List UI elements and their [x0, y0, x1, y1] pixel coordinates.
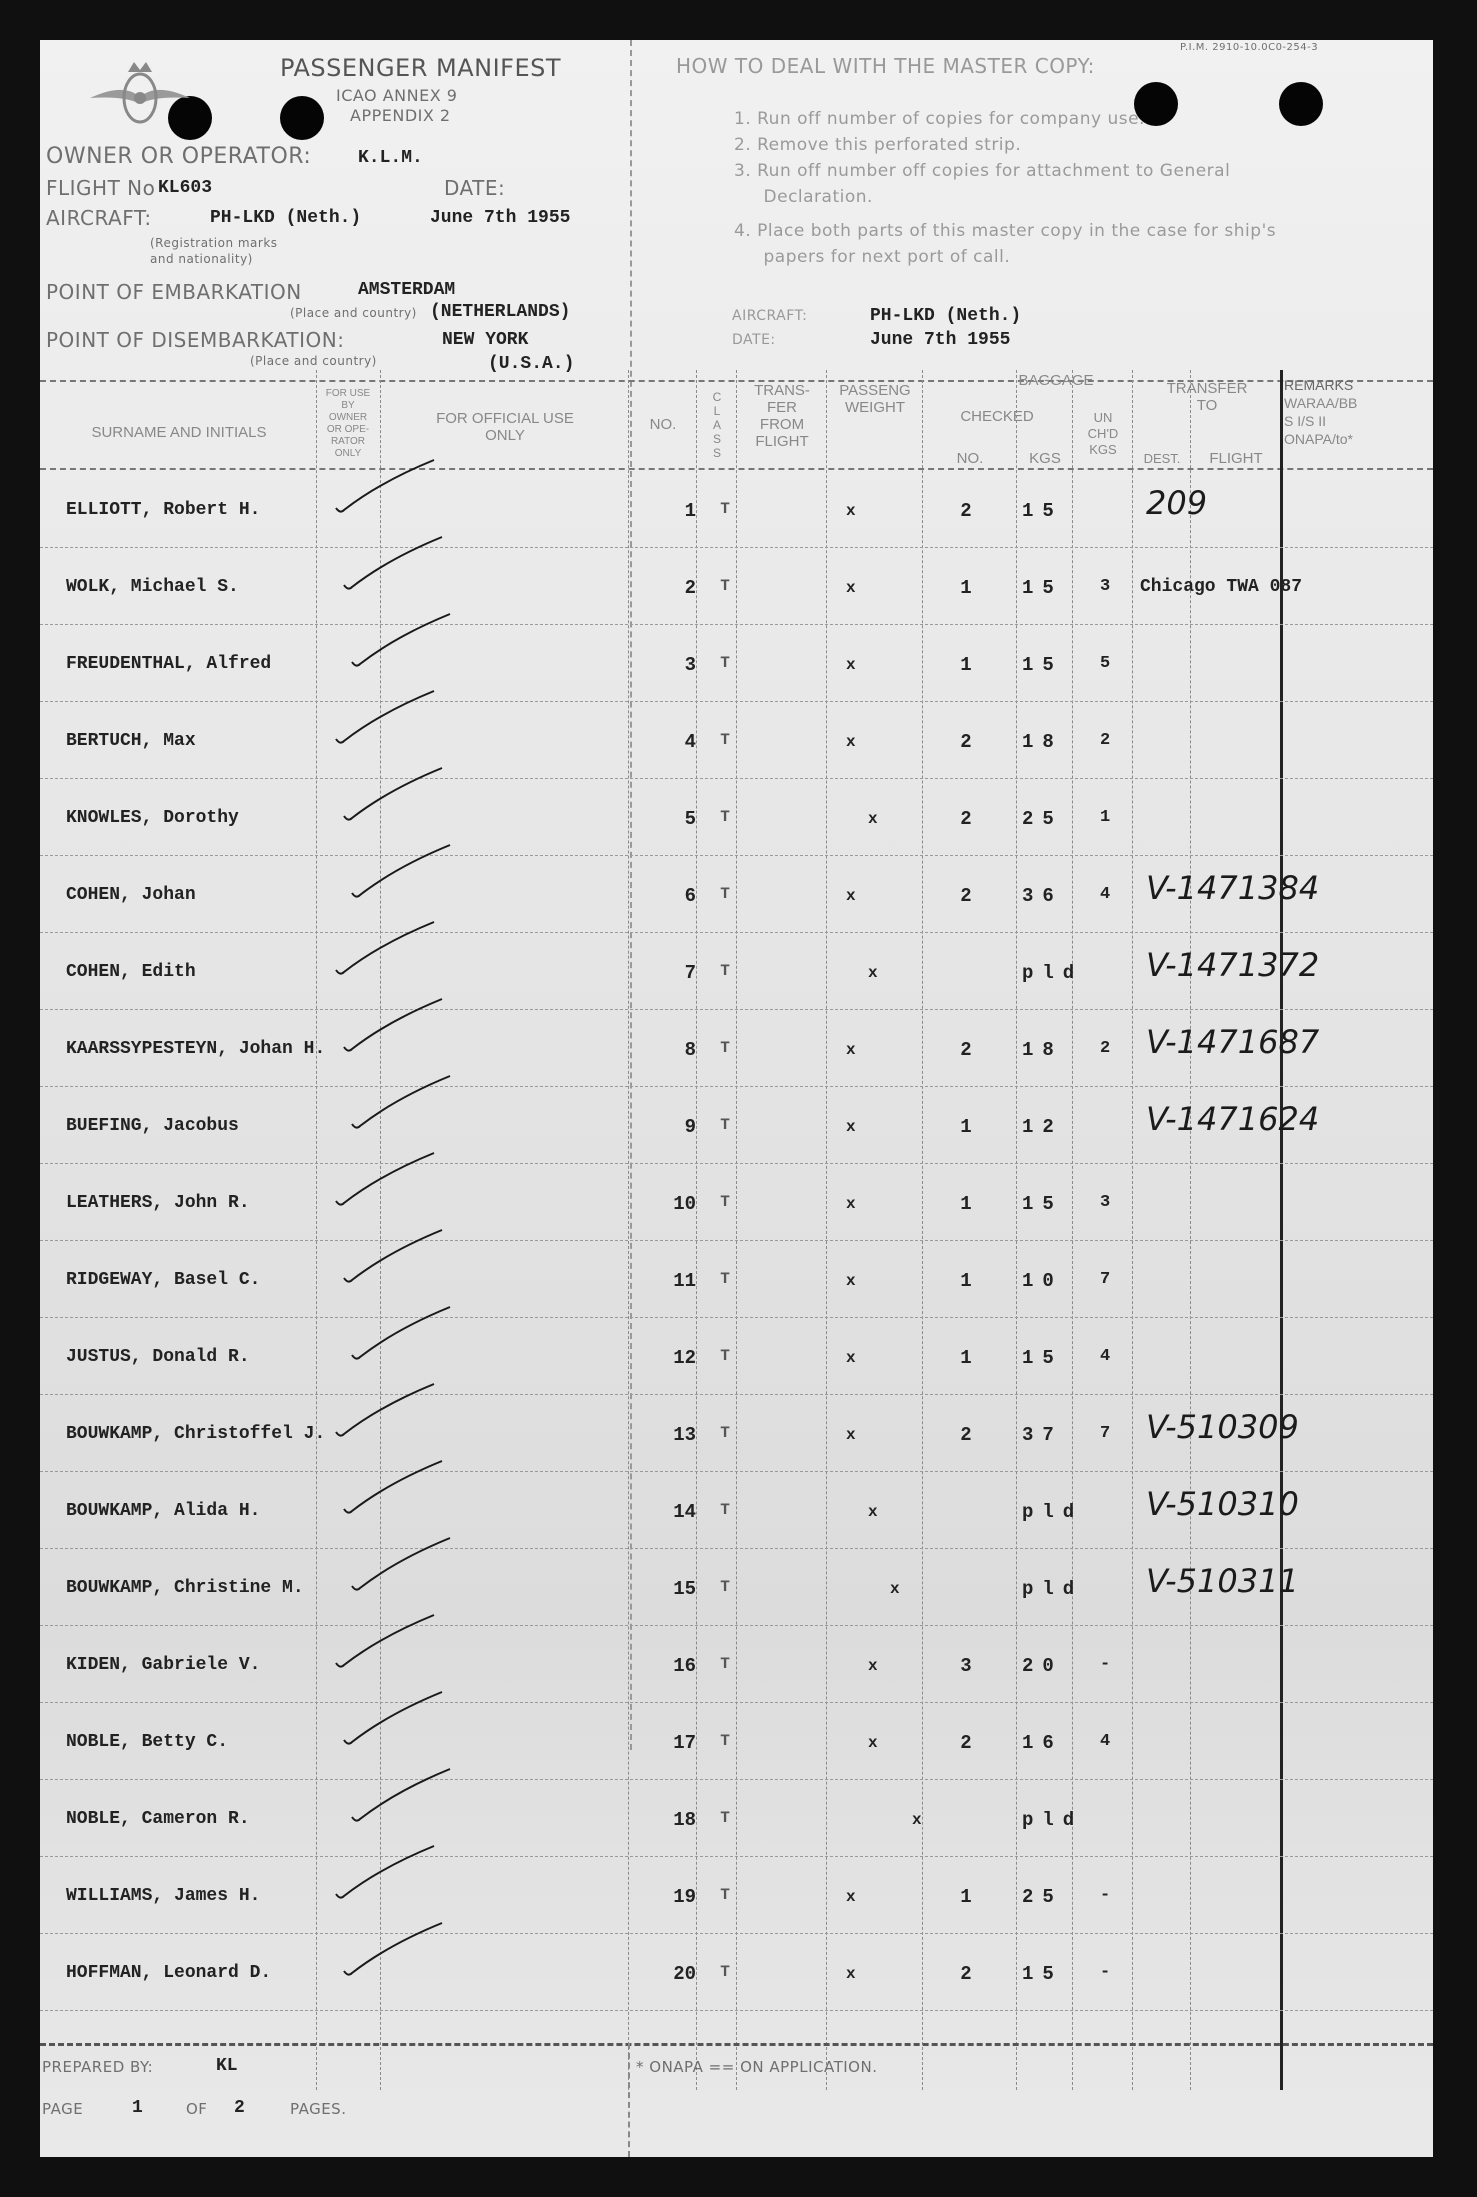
check-mark-icon	[330, 914, 440, 984]
embarkation-city: AMSTERDAM	[358, 280, 456, 300]
passenger-class: T	[720, 1424, 730, 1442]
passenger-number: 17	[673, 1732, 696, 1754]
passenger-number: 13	[673, 1424, 696, 1446]
baggage-kgs: 20	[1022, 1655, 1063, 1677]
baggage-count: 2	[960, 1732, 972, 1754]
remarks-handwritten: V-510310	[1146, 1485, 1299, 1523]
baggage-kgs: 15	[1022, 1193, 1063, 1215]
passenger-name: BOUWKAMP, Christine M.	[66, 1578, 304, 1598]
passenger-class: T	[720, 885, 730, 903]
disembarkation-label: POINT OF DISEMBARKATION:	[46, 328, 345, 352]
weight-mark: x	[868, 1734, 878, 1752]
passenger-number: 7	[684, 962, 696, 984]
disembarkation-city: NEW YORK	[442, 330, 529, 350]
instruction-item: 3. Run off number off copies for attachment to General	[734, 161, 1231, 181]
subtitle-annex: ICAO ANNEX 9	[336, 86, 458, 105]
table-row	[40, 470, 1433, 548]
flight-label: FLIGHT No	[46, 176, 156, 200]
col-header-checked: CHECKED	[960, 408, 1034, 425]
footer-divider	[628, 2043, 630, 2157]
check-mark-icon	[330, 452, 440, 522]
passenger-name: BOUWKAMP, Christoffel J.	[66, 1424, 326, 1444]
check-mark-icon	[346, 1761, 456, 1831]
baggage-count: 2	[960, 885, 972, 907]
weight-mark: x	[846, 1965, 856, 1983]
unchecked-kgs: 7	[1100, 1270, 1111, 1289]
check-mark-icon	[346, 1299, 456, 1369]
passenger-class: T	[720, 1732, 730, 1750]
unchecked-kgs: 2	[1100, 1039, 1111, 1058]
of-label: OF	[186, 2100, 208, 2118]
passenger-class: T	[720, 577, 730, 595]
col-header-remarks: REMARKS WARAA/BB S I/S II ONAPA/to*	[1284, 377, 1358, 447]
baggage-kgs: 15	[1022, 1963, 1063, 1985]
baggage-count: 2	[960, 1039, 972, 1061]
baggage-kgs: 15	[1022, 500, 1063, 522]
passenger-class: T	[720, 1270, 730, 1288]
baggage-kgs: pld	[1022, 1809, 1084, 1831]
check-mark-icon	[330, 683, 440, 753]
passenger-class: T	[720, 808, 730, 826]
passenger-name: ELLIOTT, Robert H.	[66, 500, 261, 520]
instruction-item: 2. Remove this perforated strip.	[734, 135, 1022, 155]
weight-mark: x	[846, 1349, 856, 1367]
passenger-name: WOLK, Michael S.	[66, 577, 239, 597]
weight-mark: x	[846, 1888, 856, 1906]
unchecked-kgs: 5	[1100, 654, 1111, 673]
registration-note: (Registration marks	[150, 236, 278, 250]
weight-mark: x	[868, 1657, 878, 1675]
table-row	[40, 1240, 1433, 1318]
table-row	[40, 1625, 1433, 1703]
passenger-number: 18	[673, 1809, 696, 1831]
strip-date-label: DATE:	[732, 332, 776, 348]
baggage-count: 2	[960, 808, 972, 830]
unchecked-kgs: 4	[1100, 885, 1111, 904]
disembarkation-country: (U.S.A.)	[488, 354, 575, 374]
passenger-number: 9	[684, 1116, 696, 1138]
baggage-count: 1	[960, 1347, 972, 1369]
baggage-kgs: 18	[1022, 731, 1063, 753]
col-header-class: C L A S S	[712, 390, 722, 460]
check-mark-icon	[330, 1607, 440, 1677]
baggage-kgs: 15	[1022, 654, 1063, 676]
page-title: PASSENGER MANIFEST	[280, 54, 562, 82]
passenger-number: 3	[684, 654, 696, 676]
check-mark-icon	[338, 1222, 448, 1292]
passenger-class: T	[720, 500, 730, 518]
col-header-bag-no: NO.	[956, 450, 984, 467]
baggage-count: 1	[960, 1270, 972, 1292]
passenger-name: BUEFING, Jacobus	[66, 1116, 239, 1136]
passenger-name: RIDGEWAY, Basel C.	[66, 1270, 261, 1290]
weight-mark: x	[846, 579, 856, 597]
manifest-sheet	[40, 40, 1433, 2157]
unchecked-kgs: -	[1100, 1963, 1111, 1982]
page-value: 1	[132, 2098, 143, 2118]
check-mark-icon	[338, 991, 448, 1061]
check-mark-icon	[346, 1068, 456, 1138]
passenger-number: 1	[684, 500, 696, 522]
col-header-transfer-from: TRANS- FER FROM FLIGHT	[754, 382, 810, 450]
unchecked-kgs: 1	[1100, 808, 1111, 827]
passenger-number: 11	[673, 1270, 696, 1292]
weight-mark: x	[890, 1580, 900, 1598]
table-row	[40, 1009, 1433, 1087]
passenger-name: WILLIAMS, James H.	[66, 1886, 261, 1906]
table-row	[40, 1471, 1433, 1549]
passenger-name: FREUDENTHAL, Alfred	[66, 654, 272, 674]
table-row	[40, 1779, 1433, 1857]
weight-mark: x	[846, 887, 856, 905]
baggage-kgs: 37	[1022, 1424, 1063, 1446]
table-row	[40, 1933, 1433, 2011]
passenger-name: NOBLE, Cameron R.	[66, 1809, 250, 1829]
passenger-class: T	[720, 1347, 730, 1365]
check-mark-icon	[338, 1684, 448, 1754]
instruction-item: 1. Run off number of copies for company use.	[734, 109, 1145, 129]
table-row	[40, 1317, 1433, 1395]
weight-mark: x	[846, 1426, 856, 1444]
passenger-name: KNOWLES, Dorothy	[66, 808, 239, 828]
baggage-kgs: 36	[1022, 885, 1063, 907]
passenger-class: T	[720, 1578, 730, 1596]
date-value: June 7th 1955	[430, 208, 571, 228]
embarkation-label: POINT OF EMBARKATION	[46, 280, 302, 304]
baggage-count: 1	[960, 1116, 972, 1138]
check-mark-icon	[338, 1915, 448, 1985]
remarks-handwritten: V-1471624	[1146, 1100, 1320, 1138]
onapa-note: * ONAPA == ON APPLICATION.	[636, 2058, 878, 2076]
embarkation-note: (Place and country)	[290, 306, 417, 320]
col-header-transfer-to: TRANSFER TO	[1166, 380, 1248, 414]
table-row	[40, 778, 1433, 856]
table-row	[40, 701, 1433, 779]
instruction-item: papers for next port of call.	[734, 247, 1011, 267]
col-header-kgs: KGS	[1029, 450, 1061, 467]
table-row	[40, 932, 1433, 1010]
strip-aircraft-value: PH-LKD (Neth.)	[870, 306, 1022, 326]
prepared-by-value: KL	[216, 2056, 238, 2076]
weight-mark: x	[846, 1041, 856, 1059]
col-header-weight: PASSENG WEIGHT	[839, 382, 911, 416]
remarks-handwritten: V-510311	[1146, 1562, 1299, 1600]
passenger-class: T	[720, 1501, 730, 1519]
baggage-kgs: 25	[1022, 1886, 1063, 1908]
passenger-number: 8	[684, 1039, 696, 1061]
passenger-number: 10	[673, 1193, 696, 1215]
baggage-count: 1	[960, 577, 972, 599]
embarkation-country: (NETHERLANDS)	[430, 302, 571, 322]
passenger-name: JUSTUS, Donald R.	[66, 1347, 250, 1367]
col-header-baggage: BAGGAGE	[1018, 372, 1094, 389]
strip-date-value: June 7th 1955	[870, 330, 1011, 350]
baggage-count: 2	[960, 1424, 972, 1446]
remarks-handwritten: 209	[1146, 484, 1208, 522]
baggage-kgs: 18	[1022, 1039, 1063, 1061]
passenger-name: LEATHERS, John R.	[66, 1193, 250, 1213]
col-header-flight: FLIGHT	[1209, 450, 1263, 467]
disembarkation-note: (Place and country)	[250, 354, 377, 368]
weight-mark: x	[846, 1272, 856, 1290]
baggage-count: 1	[960, 654, 972, 676]
unchecked-kgs: 2	[1100, 731, 1111, 750]
transfer-to: Chicago TWA 087	[1140, 577, 1303, 597]
col-header-surname: SURNAME AND INITIALS	[91, 424, 267, 441]
baggage-count: 2	[960, 500, 972, 522]
baggage-kgs: 25	[1022, 808, 1063, 830]
passenger-class: T	[720, 1116, 730, 1134]
passenger-class: T	[720, 1039, 730, 1057]
col-header-no: NO.	[649, 416, 677, 433]
klm-crown-logo-icon	[80, 50, 200, 140]
passenger-name: BERTUCH, Max	[66, 731, 196, 751]
unchecked-kgs: 7	[1100, 1424, 1111, 1443]
baggage-kgs: 15	[1022, 1347, 1063, 1369]
col-header-unchecked: UN CH'D KGS	[1087, 410, 1119, 457]
remarks-handwritten: V-1471384	[1146, 869, 1320, 907]
owner-label: OWNER OR OPERATOR:	[46, 144, 312, 169]
baggage-kgs: 10	[1022, 1270, 1063, 1292]
table-row	[40, 624, 1433, 702]
weight-mark: x	[846, 1118, 856, 1136]
baggage-count: 2	[960, 1963, 972, 1985]
table-row	[40, 855, 1433, 933]
passenger-class: T	[720, 1963, 730, 1981]
remarks-handwritten: V-510309	[1146, 1408, 1299, 1446]
baggage-count: 1	[960, 1886, 972, 1908]
passenger-number: 20	[673, 1963, 696, 1985]
weight-mark: x	[868, 964, 878, 982]
passenger-name: KAARSSYPESTEYN, Johan H.	[66, 1039, 326, 1059]
baggage-kgs: 16	[1022, 1732, 1063, 1754]
table-row	[40, 1394, 1433, 1472]
check-mark-icon	[330, 1376, 440, 1446]
baggage-kgs: pld	[1022, 962, 1084, 984]
pages-label: PAGES.	[290, 2100, 347, 2118]
passenger-number: 15	[673, 1578, 696, 1600]
check-mark-icon	[338, 760, 448, 830]
prepared-by-label: PREPARED BY:	[42, 2058, 154, 2076]
table-row	[40, 547, 1433, 625]
date-label: DATE:	[444, 176, 506, 200]
baggage-kgs: pld	[1022, 1578, 1084, 1600]
weight-mark: x	[868, 810, 878, 828]
instructions-title: HOW TO DEAL WITH THE MASTER COPY:	[676, 54, 1095, 78]
col-header-official: FOR OFFICIAL USE ONLY	[436, 410, 574, 444]
passenger-class: T	[720, 1655, 730, 1673]
unchecked-kgs: -	[1100, 1886, 1111, 1905]
unchecked-kgs: 3	[1100, 1193, 1111, 1212]
check-mark-icon	[346, 1530, 456, 1600]
passenger-number: 6	[684, 885, 696, 907]
check-mark-icon	[330, 1145, 440, 1215]
table-row	[40, 1856, 1433, 1934]
instructions-list	[734, 106, 1394, 270]
weight-mark: x	[846, 656, 856, 674]
check-mark-icon	[346, 606, 456, 676]
table-row	[40, 1548, 1433, 1626]
passenger-class: T	[720, 1193, 730, 1211]
remarks-handwritten: V-1471372	[1146, 946, 1320, 984]
baggage-count: 2	[960, 731, 972, 753]
weight-mark: x	[846, 1195, 856, 1213]
baggage-count: 1	[960, 1193, 972, 1215]
passenger-class: T	[720, 962, 730, 980]
check-mark-icon	[338, 1453, 448, 1523]
subtitle-appendix: APPENDIX 2	[350, 106, 451, 125]
passenger-number: 4	[684, 731, 696, 753]
unchecked-kgs: 3	[1100, 577, 1111, 596]
strip-aircraft-label: AIRCRAFT:	[732, 308, 808, 324]
page-label: PAGE	[42, 2100, 84, 2118]
passenger-name: COHEN, Johan	[66, 885, 196, 905]
aircraft-value: PH-LKD (Neth.)	[210, 208, 362, 228]
passenger-name: KIDEN, Gabriele V.	[66, 1655, 261, 1675]
table-row	[40, 1702, 1433, 1780]
passenger-class: T	[720, 1886, 730, 1904]
form-number: P.I.M. 2910-10.0C0-254-3	[1180, 42, 1319, 53]
flight-value: KL603	[158, 178, 213, 198]
passenger-class: T	[720, 654, 730, 672]
passenger-number: 5	[684, 808, 696, 830]
weight-mark: x	[868, 1503, 878, 1521]
passenger-number: 19	[673, 1886, 696, 1908]
check-mark-icon	[330, 1838, 440, 1908]
baggage-kgs: 12	[1022, 1116, 1063, 1138]
aircraft-label: AIRCRAFT:	[46, 206, 152, 230]
passenger-number: 12	[673, 1347, 696, 1369]
passenger-class: T	[720, 1809, 730, 1827]
baggage-kgs: 15	[1022, 577, 1063, 599]
baggage-count: 3	[960, 1655, 972, 1677]
col-header-owner-use: FOR USE BY OWNER OR OPE- RATOR ONLY	[325, 388, 371, 459]
registration-note: and nationality)	[150, 252, 253, 266]
owner-value: K.L.M.	[358, 148, 423, 168]
table-row	[40, 1086, 1433, 1164]
passenger-number: 2	[684, 577, 696, 599]
of-value: 2	[234, 2098, 245, 2118]
passenger-name: BOUWKAMP, Alida H.	[66, 1501, 261, 1521]
passenger-class: T	[720, 731, 730, 749]
weight-mark: x	[846, 733, 856, 751]
remarks-handwritten: V-1471687	[1146, 1023, 1320, 1061]
passenger-name: NOBLE, Betty C.	[66, 1732, 229, 1752]
unchecked-kgs: -	[1100, 1655, 1111, 1674]
check-mark-icon	[338, 529, 448, 599]
unchecked-kgs: 4	[1100, 1347, 1111, 1366]
check-mark-icon	[346, 837, 456, 907]
passenger-name: HOFFMAN, Leonard D.	[66, 1963, 272, 1983]
passenger-name: COHEN, Edith	[66, 962, 196, 982]
passenger-number: 14	[673, 1501, 696, 1523]
table-row	[40, 1163, 1433, 1241]
passenger-number: 16	[673, 1655, 696, 1677]
unchecked-kgs: 4	[1100, 1732, 1111, 1751]
weight-mark: x	[846, 502, 856, 520]
table-bottom-rule	[40, 2043, 1433, 2046]
col-header-dest: DEST.	[1143, 451, 1181, 466]
instruction-item: 4. Place both parts of this master copy in the case for ship's	[734, 221, 1277, 241]
instruction-item: Declaration.	[734, 187, 873, 207]
punch-hole	[280, 96, 324, 140]
baggage-kgs: pld	[1022, 1501, 1084, 1523]
weight-mark: x	[912, 1811, 922, 1829]
